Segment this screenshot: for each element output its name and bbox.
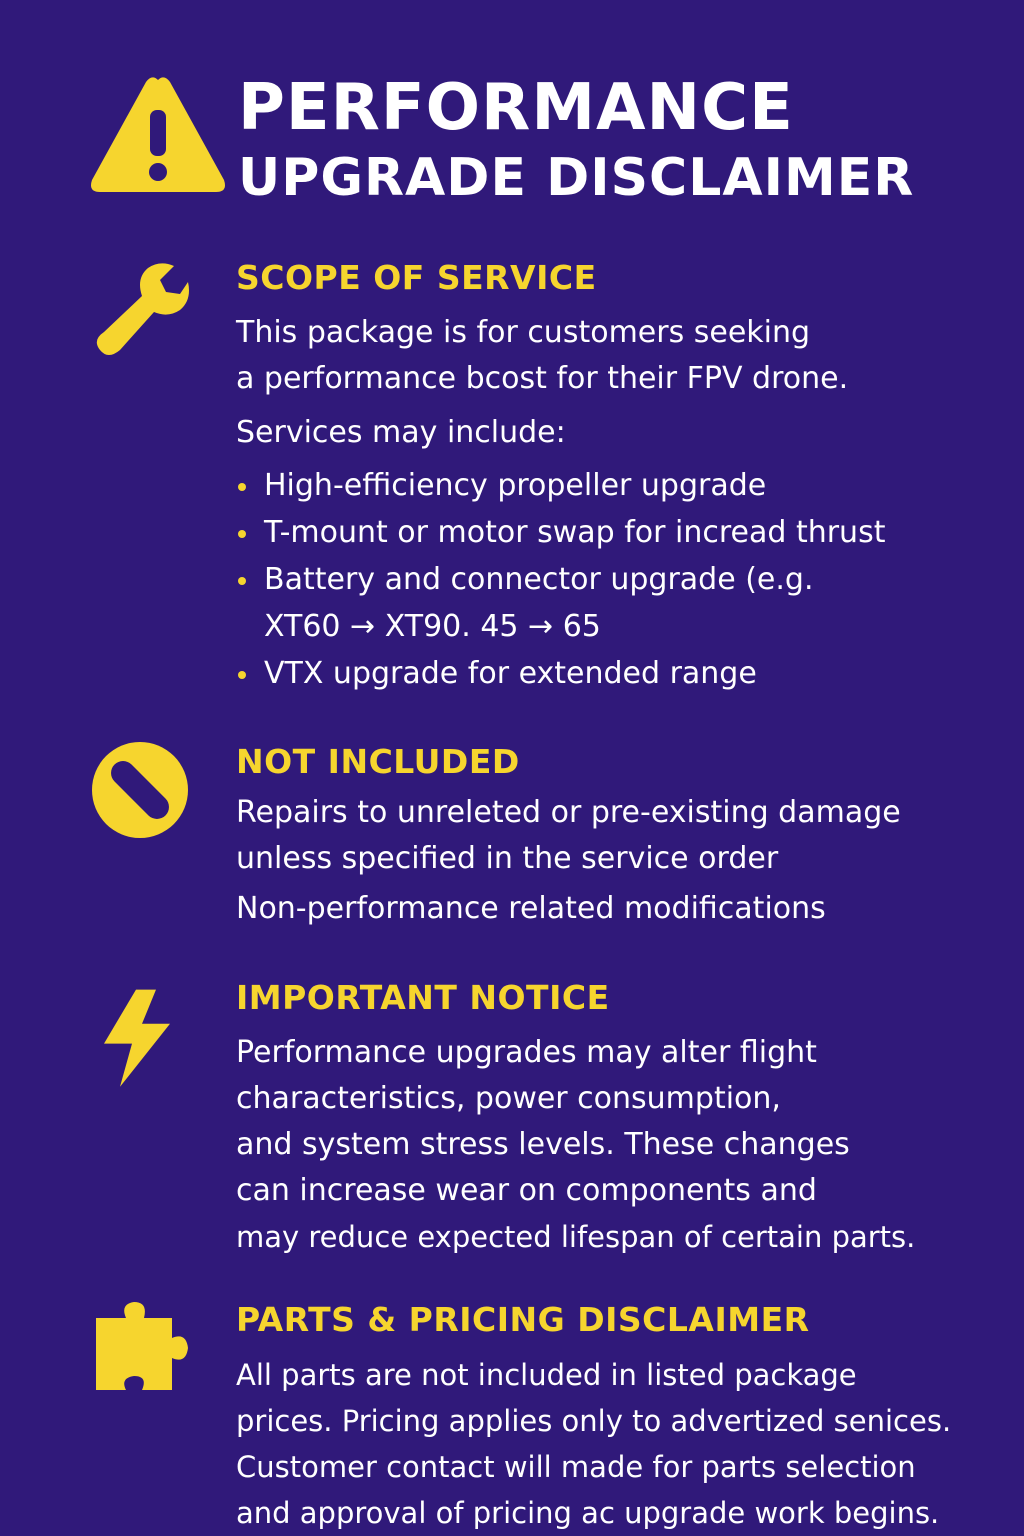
bullet-icon [238,671,246,679]
wrench-icon [90,260,190,360]
parts-line-2: prices. Pricing applies only to advertized senices. [236,1404,952,1438]
page-title-line1: PERFORMANCE [238,71,794,145]
section-heading: SCOPE OF SERVICE [236,258,597,297]
section-heading: NOT INCLUDED [236,742,520,781]
section-heading: IMPORTANT NOTICE [236,978,610,1017]
scope-line-2: a performance bcost for their FPV drone. [236,361,849,396]
parts-line-1: All parts are not included in listed package [236,1358,857,1392]
notice-line-4: can increase wear on components and [236,1173,817,1208]
list-item: T-mount or motor swap for incread thrust [236,509,1016,556]
scope-intro: Services may include: [236,415,566,450]
bullet-icon [238,577,246,585]
parts-line-3: Customer contact will made for parts selection [236,1450,916,1484]
scope-line-1: This package is for customers seeking [236,315,811,350]
list-item: VTX upgrade for extended range [236,650,1016,697]
page-title-line2: UPGRADE DISCLAIMER [238,148,915,208]
notice-content [236,976,1016,1260]
bullet-icon [238,530,246,538]
not-included-content [236,740,1016,932]
list-item: High-efficiency propeller upgrade [236,462,1016,509]
parts-line-4: and approval of pricing ac upgrade work begins. [236,1496,940,1530]
header [88,66,988,216]
bullet-icon [238,483,246,491]
not-included-line-1: Repairs to unreleted or pre-existing damage [236,795,901,830]
lightning-icon [90,976,190,1096]
notice-line-2: characteristics, power consumption, [236,1081,781,1116]
not-included-line-3: Non-performance related modifications [236,891,826,926]
not-included-line-2: unless specified in the service order [236,841,779,876]
section-heading: PARTS & PRICING DISCLAIMER [236,1300,810,1339]
scope-content [236,256,1016,697]
notice-line-1: Performance upgrades may alter flight [236,1035,817,1070]
notice-line-5: may reduce expected lifespan of certain parts. [236,1220,916,1254]
warning-triangle-icon [88,72,228,198]
notice-line-3: and system stress levels. These changes [236,1127,850,1162]
puzzle-piece-icon [90,1298,190,1398]
list-item: Battery and connector upgrade (e.g. XT60 → XT90. 45 → 65 [236,556,1016,650]
list-item-continuation: XT60 → XT90. 45 → 65 [264,609,601,644]
services-list [236,462,1016,697]
prohibited-icon [90,740,190,840]
parts-content [236,1298,1016,1536]
